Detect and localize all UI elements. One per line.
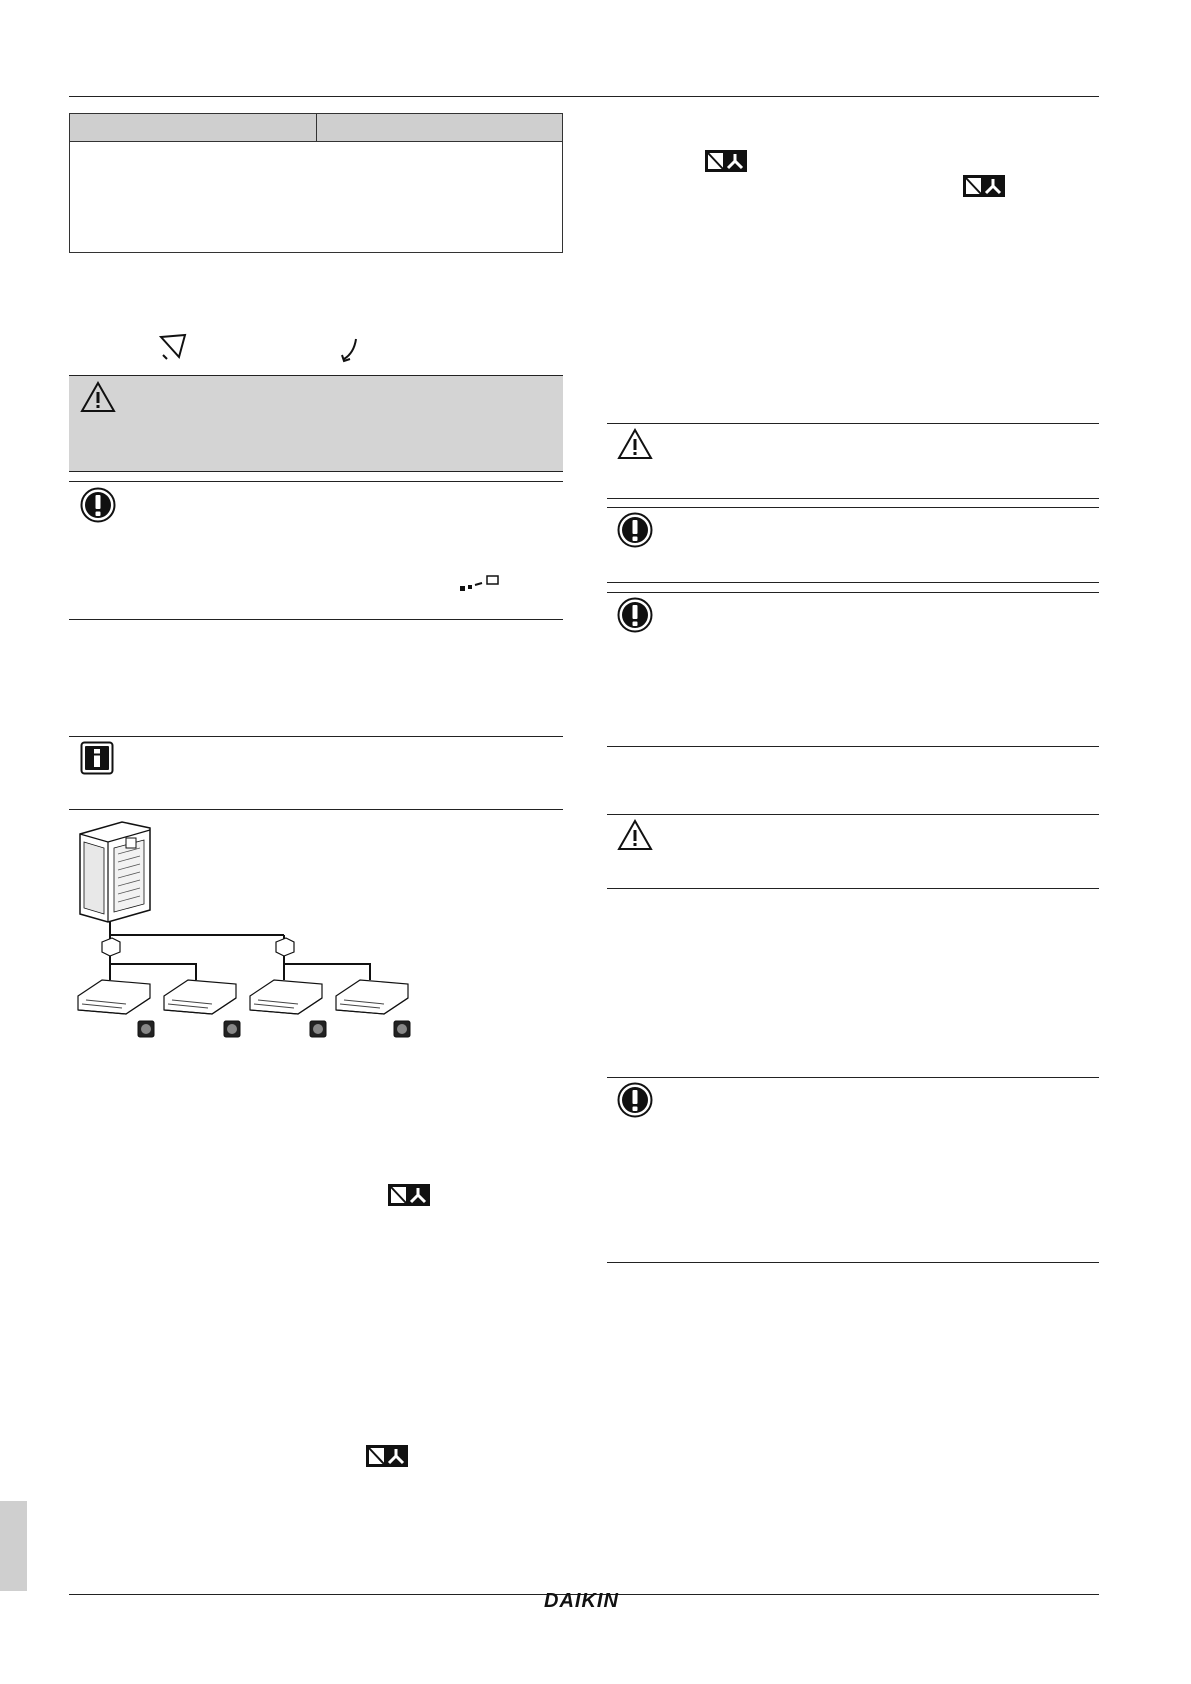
fan-mode-icon bbox=[366, 1445, 408, 1467]
notice-exclamation-icon bbox=[617, 512, 653, 548]
notice-rule-top bbox=[607, 507, 1099, 508]
daikin-logo: DAIKIN bbox=[544, 1590, 619, 1612]
notice-rule-bottom bbox=[607, 1262, 1099, 1263]
table-header bbox=[70, 114, 562, 142]
header-rule bbox=[69, 96, 1099, 97]
fixed-flap-icon bbox=[340, 337, 364, 363]
indoor-unit-icon bbox=[250, 980, 322, 1014]
remote-controller-icon bbox=[224, 1021, 240, 1037]
warning-triangle-icon bbox=[80, 381, 116, 413]
caution-rule-bottom bbox=[607, 498, 1099, 499]
notice-exclamation-icon bbox=[617, 1082, 653, 1118]
info-rule-top bbox=[69, 736, 563, 737]
side-language-tab bbox=[0, 1501, 27, 1591]
caution-rule-top bbox=[607, 423, 1099, 424]
notice-exclamation-icon bbox=[80, 487, 116, 523]
fan-mode-icon bbox=[388, 1184, 430, 1206]
notice-rule-top bbox=[607, 1077, 1099, 1078]
notice-rule-top bbox=[69, 481, 563, 482]
notice-rule-bottom bbox=[69, 619, 563, 620]
remote-controller-icon bbox=[394, 1021, 410, 1037]
notice-rule-bottom bbox=[607, 746, 1099, 747]
spec-table bbox=[69, 113, 563, 253]
swing-flap-icon bbox=[157, 333, 191, 361]
notice-rule-bottom bbox=[607, 582, 1099, 583]
system-layout-diagram bbox=[74, 818, 424, 1040]
indoor-unit-icon bbox=[164, 980, 236, 1014]
info-rule-bottom bbox=[69, 809, 563, 810]
remote-signal-icon bbox=[459, 574, 505, 594]
info-icon bbox=[80, 741, 114, 775]
caution-triangle-icon bbox=[617, 428, 653, 460]
table-header-cell-1 bbox=[70, 114, 317, 141]
notice-rule-top bbox=[607, 592, 1099, 593]
remote-controller-icon bbox=[310, 1021, 326, 1037]
remote-controller-icon bbox=[138, 1021, 154, 1037]
warning-box bbox=[69, 375, 563, 472]
caution-triangle-icon bbox=[617, 819, 653, 851]
table-header-cell-2 bbox=[317, 114, 563, 141]
notice-exclamation-icon bbox=[617, 597, 653, 633]
outdoor-unit-icon bbox=[80, 822, 150, 922]
caution-rule-bottom bbox=[607, 888, 1099, 889]
caution-rule-top bbox=[607, 814, 1099, 815]
indoor-unit-icon bbox=[336, 980, 408, 1014]
fan-mode-icon bbox=[705, 150, 747, 172]
fan-mode-icon bbox=[963, 175, 1005, 197]
indoor-unit-icon bbox=[78, 980, 150, 1014]
